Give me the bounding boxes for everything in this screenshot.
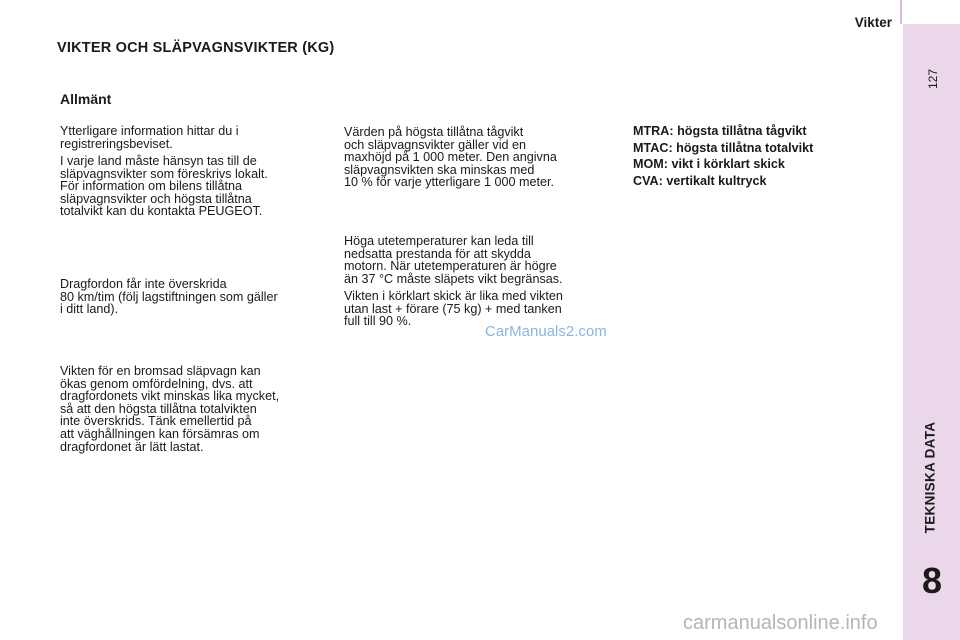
column1-paragraph-1: Ytterligare information hittar du i registreringsbeviset. [60, 124, 239, 151]
column2-paragraph-3: Vikten i körklart skick är lika med vikten utan last + förare (75 kg) + med tanken full till 90 %. [344, 289, 563, 329]
section-title: Allmänt [60, 91, 112, 107]
chapter-number: 8 [921, 560, 943, 601]
column1-paragraph-4: Vikten för en bromsad släpvagn kan ökas genom omfördelning, dvs. att dragfordonets vikt minskas lika mycket, så att den högsta tillåtna totalvikten inte överskrids. Tänk emellertid på att väghållningen kan försämras om dragfordonet är lätt lastat. [60, 364, 280, 454]
footer-watermark: carmanualsonline.info [683, 612, 878, 634]
running-header-title: Vikter [854, 15, 892, 30]
column2-paragraph-2: Höga utetemperaturer kan leda till nedsatta prestanda för att skydda motorn. När utetemperaturen är högre än 37 °C måste släpets vikt begränsas. [344, 234, 563, 286]
page-number: 127 [926, 68, 940, 90]
abbreviation-cva: CVA: vertikalt kultryck [633, 174, 767, 188]
column1-paragraph-3: Dragfordon får inte överskrida 80 km/tim (följ lagstiftningen som gäller i ditt land). [60, 277, 278, 317]
abbreviation-mom: MOM: vikt i körklart skick [633, 157, 785, 171]
abbreviation-mtac: MTAC: högsta tillåtna totalvikt [633, 141, 814, 155]
page-title: VIKTER OCH SLÄPVAGNSVIKTER (KG) [57, 40, 335, 56]
header-divider [900, 0, 902, 24]
chapter-title: TEKNISKA DATA [922, 421, 938, 534]
sidebar-top-gap [903, 0, 960, 24]
column2-paragraph-1: Värden på högsta tillåtna tågvikt och släpvagnsvikter gäller vid en maxhöjd på 1 000 meter. Den angivna släpvagnsvikten ska minskas med 10 % för varje ytterligare 1 000 meter. [344, 125, 557, 190]
carmanuals-watermark: CarManuals2.com [485, 323, 607, 340]
abbreviation-mtra: MTRA: högsta tillåtna tågvikt [633, 124, 807, 138]
column1-paragraph-2: I varje land måste hänsyn tas till de släpvagnsvikter som föreskrivs lokalt. För information om bilens tillåtna släpvagnsvikter och högsta tillåtna totalvikt kan du kontakta PEUGEOT. [60, 154, 268, 219]
